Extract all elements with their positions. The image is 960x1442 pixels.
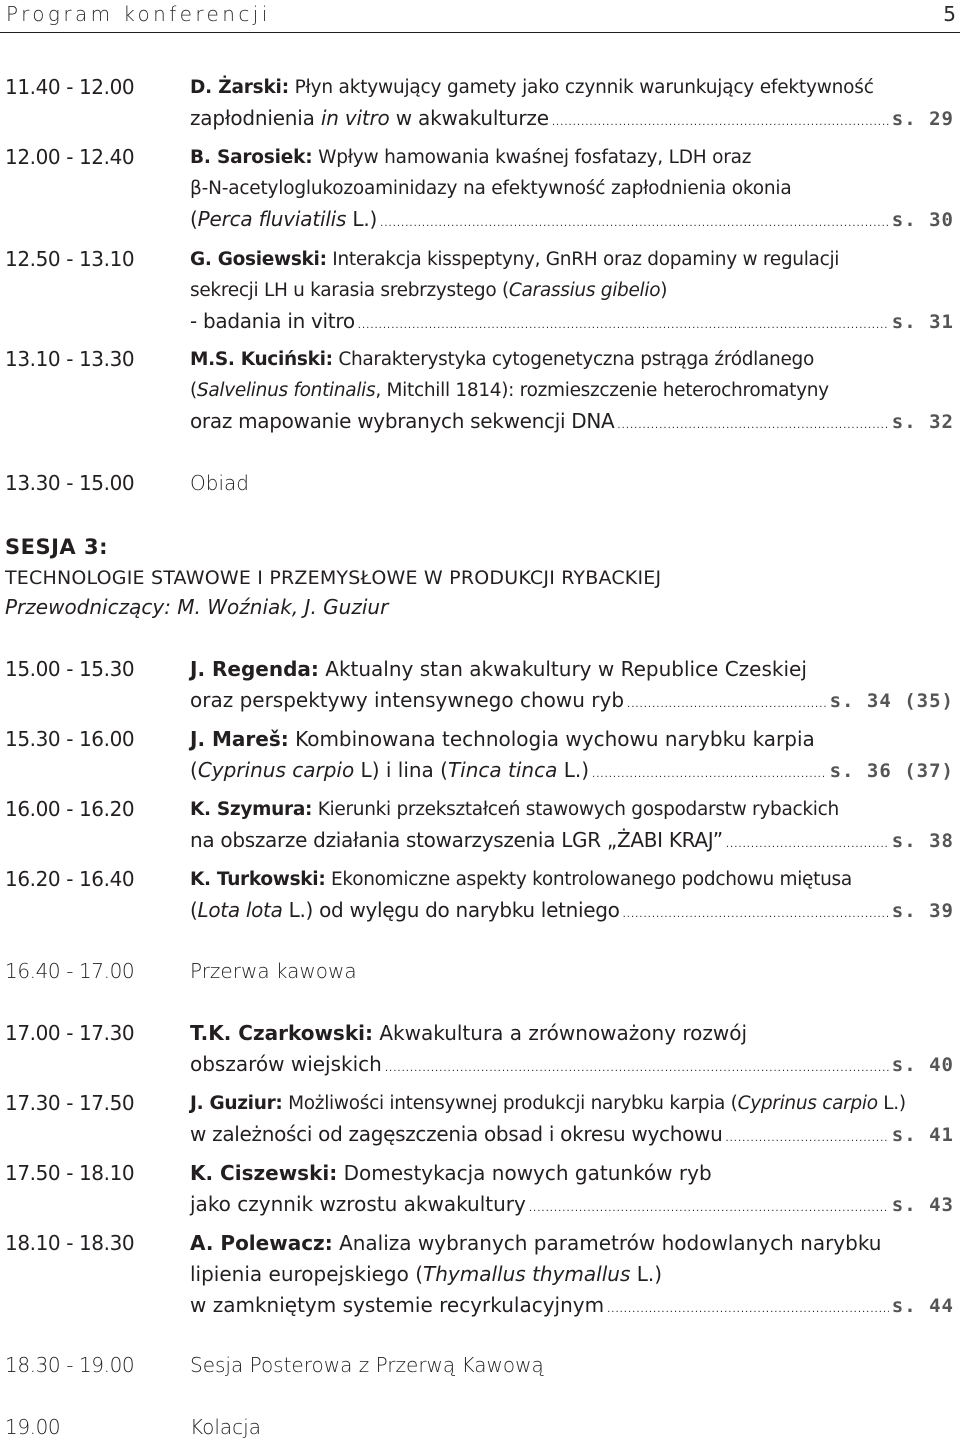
talk-title: D. Żarski: Płyn aktywujący gamety jako czynnik warunkujący efektywność	[190, 77, 874, 98]
talk-author: J. Mareš:	[190, 727, 289, 751]
time-slot: 18.10 - 18.30	[5, 1231, 135, 1255]
session-title: TECHNOLOGIE STAWOWE I PRZEMYSŁOWE W PRODUKCJI RYBACKIEJ	[5, 567, 662, 589]
page-reference: s. 38	[891, 830, 954, 852]
talk-title: G. Gosiewski: Interakcja kisspeptyny, GnRH oraz dopaminy w regulacji	[190, 249, 840, 270]
talk-author: J. Guziur:	[190, 1093, 283, 1114]
page-reference: s. 43	[891, 1194, 954, 1216]
talk-title-line: lipienia europejskiego (Thymallus thymallus L.)	[190, 1262, 663, 1286]
talk-author: M.S. Kuciński:	[190, 349, 333, 370]
time-slot: 19.00	[5, 1415, 61, 1439]
talk-author: A. Polewacz:	[190, 1231, 333, 1255]
talk-author: K. Turkowski:	[190, 869, 326, 890]
talk-ref-line: (Lota lota L.) od wylęgu do narybku letniego ..... s. 39	[190, 895, 954, 926]
page-reference: s. 39	[891, 900, 954, 922]
talk-ref-line: na obszarze działania stowarzyszenia LGR „ŻABI KRAJ” ..... s. 38	[190, 825, 954, 856]
page-reference: s. 36 (37)	[829, 760, 954, 782]
talk-title: K. Ciszewski: Domestykacja nowych gatunków ryb	[190, 1161, 712, 1185]
talk-title-line: sekrecji LH u karasia srebrzystego (Carassius gibelio)	[190, 280, 668, 301]
time-slot: 12.00 - 12.40	[5, 145, 135, 169]
break-label: Sesja Posterowa z Przerwą Kawową	[190, 1353, 544, 1377]
talk-title-line: β-N-acetyloglukozoaminidazy na efektywność zapłodnienia okonia	[190, 178, 792, 199]
time-slot: 17.00 - 17.30	[5, 1021, 135, 1045]
page-reference: s. 44	[891, 1295, 954, 1317]
time-slot: 17.50 - 18.10	[5, 1161, 135, 1185]
break-label: Kolacja	[190, 1415, 261, 1439]
talk-title: J. Regenda: Aktualny stan akwakultury w Republice Czeskiej	[190, 657, 807, 681]
talk-author: J. Regenda:	[190, 657, 319, 681]
time-slot: 16.20 - 16.40	[5, 867, 135, 891]
talk-ref-line: oraz mapowanie wybranych sekwencji DNA ..... s. 32	[190, 406, 954, 437]
time-slot: 16.00 - 16.20	[5, 797, 135, 821]
talk-author: K. Ciszewski:	[190, 1161, 338, 1185]
talk-ref-line: w zamkniętym systemie recyrkulacyjnym ..... s. 44	[190, 1290, 954, 1321]
talk-ref-line: obszarów wiejskich ..... s. 40	[190, 1049, 954, 1080]
talk-title: A. Polewacz: Analiza wybranych parametrów hodowlanych narybku	[190, 1231, 882, 1255]
talk-author: D. Żarski:	[190, 77, 289, 98]
talk-author: K. Szymura:	[190, 799, 313, 820]
talk-ref-line: (Cyprinus carpio L) i lina (Tinca tinca L.) ..... s. 36 (37)	[190, 755, 954, 786]
time-slot: 15.30 - 16.00	[5, 727, 135, 751]
time-slot: 13.10 - 13.30	[5, 347, 135, 371]
talk-ref-line: (Perca fluviatilis L.) ..... s. 30	[190, 204, 954, 235]
talk-title: K. Turkowski: Ekonomiczne aspekty kontrolowanego podchowu miętusa	[190, 869, 852, 890]
talk-title: J. Mareš: Kombinowana technologia wychowu narybku karpia	[190, 727, 815, 751]
time-slot: 11.40 - 12.00	[5, 75, 135, 99]
time-slot: 12.50 - 13.10	[5, 247, 135, 271]
talk-author: B. Sarosiek:	[190, 147, 313, 168]
talk-author: G. Gosiewski:	[190, 249, 327, 270]
talk-ref-line: - badania in vitro ..... s. 31	[190, 306, 954, 337]
page-reference: s. 32	[891, 411, 954, 433]
talk-title: B. Sarosiek: Wpływ hamowania kwaśnej fosfatazy, LDH oraz	[190, 147, 752, 168]
header-title: Program konferencji	[6, 2, 271, 26]
talk-title-line: (Salvelinus fontinalis, Mitchill 1814): rozmieszczenie heterochromatyny	[190, 380, 829, 401]
page-number: 5	[943, 2, 956, 26]
session-label: SESJA 3:	[5, 535, 108, 559]
page-reference: s. 40	[891, 1054, 954, 1076]
header-divider	[0, 32, 960, 33]
page-reference: s. 34 (35)	[829, 690, 954, 712]
talk-ref-line: jako czynnik wzrostu akwakultury ..... s. 43	[190, 1189, 954, 1220]
session-chair: Przewodniczący: M. Woźniak, J. Guziur	[5, 595, 389, 619]
page-reference: s. 30	[891, 209, 954, 231]
break-label: Obiad	[190, 471, 249, 495]
time-slot: 15.00 - 15.30	[5, 657, 135, 681]
talk-ref-line: oraz perspektywy intensywnego chowu ryb ..... s. 34 (35)	[190, 685, 954, 716]
page-reference: s. 41	[891, 1124, 954, 1146]
talk-ref-line: w zależności od zagęszczenia obsad i okresu wychowu ..... s. 41	[190, 1119, 954, 1150]
talk-title: J. Guziur: Możliwości intensywnej produkcji narybku karpia (Cyprinus carpio L.)	[190, 1093, 906, 1114]
page-reference: s. 29	[891, 108, 954, 130]
time-slot: 17.30 - 17.50	[5, 1091, 135, 1115]
time-slot: 16.40 - 17.00	[5, 959, 135, 983]
time-slot: 18.30 - 19.00	[5, 1353, 135, 1377]
time-slot: 13.30 - 15.00	[5, 471, 135, 495]
break-label: Przerwa kawowa	[190, 959, 357, 983]
page-header	[0, 0, 960, 36]
talk-ref-line: zapłodnienia in vitro w akwakulturze ..... s. 29	[190, 103, 954, 134]
page-reference: s. 31	[891, 311, 954, 333]
talk-title: T.K. Czarkowski: Akwakultura a zrównoważony rozwój	[190, 1021, 748, 1045]
talk-title: M.S. Kuciński: Charakterystyka cytogenetyczna pstrąga źródlanego	[190, 349, 815, 370]
talk-title: K. Szymura: Kierunki przekształceń stawowych gospodarstw rybackich	[190, 799, 839, 820]
talk-author: T.K. Czarkowski:	[190, 1021, 373, 1045]
